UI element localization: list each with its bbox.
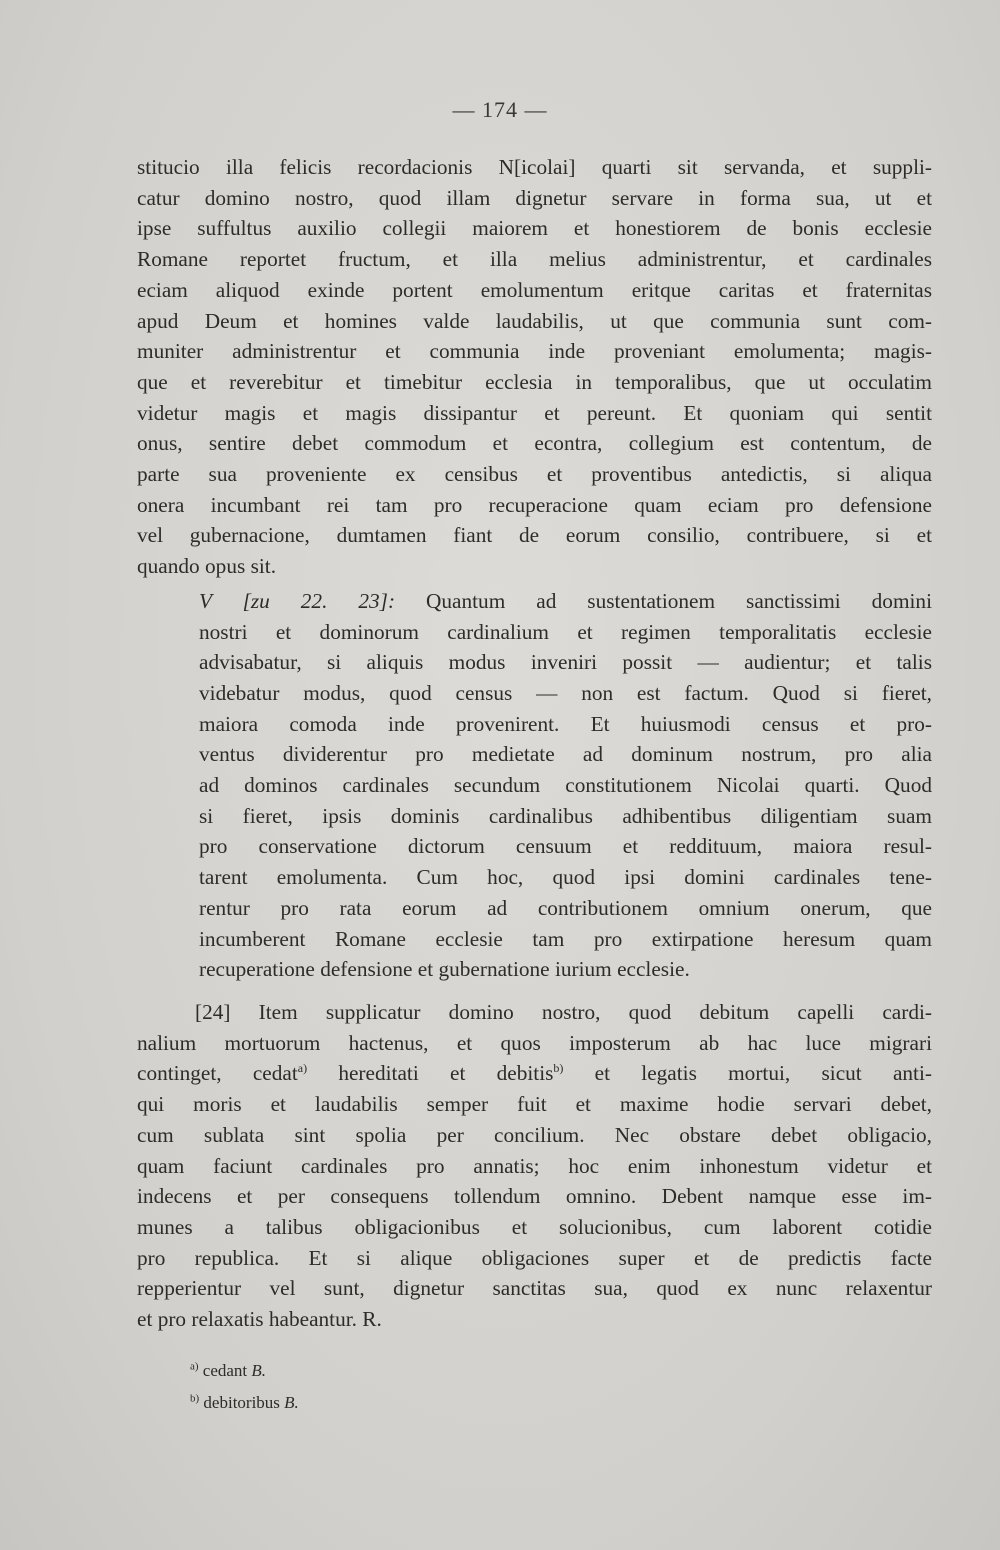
page-number: — 174 —	[452, 97, 548, 122]
document-body	[137, 152, 932, 1335]
text-line: nostri et dominorum cardinalium et regimen temporalitatis ecclesie	[199, 619, 932, 644]
text-line: pro republica. Et si alique obligaciones super et de predictis facte	[137, 1245, 932, 1270]
text-line: repperientur vel sunt, dignetur sanctitas sua, quod ex nunc relaxentur	[137, 1276, 932, 1301]
text-line: advisabatur, si aliquis modus inveniri possit — audientur; et talis	[199, 650, 932, 675]
footnote-ref-a: a)	[297, 1061, 308, 1076]
text-line: tarent emolumenta. Cum hoc, quod ipsi domini cardinales tene-	[199, 865, 932, 890]
text-line: stitucio illa felicis recordacionis N[icolai] quarti sit servanda, et suppli-	[137, 155, 932, 179]
text-line: maiora comoda inde provenirent. Et huiusmodi census et pro-	[199, 711, 932, 736]
text-line: nalium mortuorum hactenus, et quos imposterum ab hac luce migrari	[137, 1030, 932, 1055]
footnote-text: cedant	[202, 1361, 248, 1380]
text-line: apud Deum et homines valde laudabilis, ut que communia sunt com-	[137, 308, 932, 333]
footnotes	[190, 1355, 299, 1419]
text-line: vel gubernacione, dumtamen fiant de eorum consilio, contribuere, si et	[137, 523, 932, 548]
text-line: ventus dividerentur pro medietate ad dominum nostrum, pro alia	[199, 742, 932, 767]
text-line: rentur pro rata eorum ad contributionem omnium onerum, que	[199, 895, 932, 920]
text-line: [24] Item supplicatur domino nostro, quod debitum capelli cardi-	[195, 999, 932, 1024]
text-line: ad dominos cardinales secundum constitutionem Nicolai quarti. Quod	[199, 773, 932, 798]
text-line: onus, sentire debet commodum et econtra, collegium est contentum, de	[137, 431, 932, 456]
footnote-mark: a)	[190, 1360, 199, 1373]
footnote-mark: b)	[190, 1392, 200, 1405]
text-line: catur domino nostro, quod illam dignetur servare in forma sua, ut et	[137, 185, 932, 210]
text-line: quando opus sit.	[137, 554, 277, 579]
text-fragment: Quantum ad sustentationem sanctissimi domini	[395, 588, 932, 613]
text-line: indecens et per consequens tollendum omnino. Debent namque esse im-	[137, 1184, 932, 1209]
footnote	[190, 1355, 299, 1387]
text-line: ipse suffultus auxilio collegii maiorem et honestiorem de bonis ecclesie	[137, 216, 932, 241]
text-line: cum sublata sint spolia per concilium. Nec obstare debet obligacio,	[137, 1122, 932, 1147]
text-line: recuperatione defensione et gubernatione iurium ecclesie.	[199, 957, 690, 982]
paragraph-2	[199, 586, 932, 985]
text-line	[199, 586, 932, 617]
footnote-ref-b: b)	[553, 1061, 564, 1076]
paragraph-1	[137, 152, 932, 582]
text-line: quam faciunt cardinales pro annatis; hoc enim inhonestum videtur et	[137, 1153, 932, 1178]
text-line: videtur magis et magis dissipantur et pereunt. Et quoniam qui sentit	[137, 400, 932, 425]
text-line: pro conservatione dictorum censuum et reddituum, maiora resul-	[199, 834, 932, 859]
footnote-source: B.	[284, 1393, 299, 1412]
text-line: onera incumbant rei tam pro recuperacione quam eciam pro defensione	[137, 492, 932, 517]
text-line: et pro relaxatis habeantur. R.	[137, 1307, 382, 1332]
footnote-source: B.	[251, 1361, 267, 1380]
text-line: qui moris et laudabilis semper fuit et maxime hodie servari debet,	[137, 1092, 932, 1117]
text-line: incumberent Romane ecclesie tam pro extirpatione heresum quam	[199, 926, 932, 951]
text-line: si fieret, ipsis dominis cardinalibus adhibentibus diligentiam suam	[199, 803, 932, 828]
text-line: muniter administrentur et communia inde proveniant emolumenta; magis-	[137, 339, 932, 364]
text-line: videbatur modus, quod census — non est factum. Quod si fieret,	[199, 680, 932, 705]
paragraph-2-lead: V [zu 22. 23]:	[199, 588, 396, 613]
text-fragment: hereditati et debitis	[307, 1061, 554, 1086]
text-fragment: et legatis mortui, sicut anti-	[563, 1061, 932, 1086]
text-line: parte sua proveniente ex censibus et proventibus antedictis, si aliqua	[137, 462, 932, 487]
text-line: munes a talibus obligacionibus et solucionibus, cum laborent cotidie	[137, 1214, 932, 1239]
text-fragment: continget, cedat	[137, 1061, 298, 1086]
paragraph-3	[137, 997, 932, 1335]
text-line: Romane reportet fructum, et illa melius administrentur, et cardinales	[137, 247, 932, 272]
footnote-text: debitoribus	[203, 1393, 280, 1412]
text-line: que et reverebitur et timebitur ecclesia in temporalibus, que ut occulatim	[137, 369, 932, 394]
text-line: eciam aliquod exinde portent emolumentum eritque caritas et fraternitas	[137, 277, 932, 302]
text-line	[137, 1058, 932, 1089]
footnote	[190, 1387, 299, 1419]
